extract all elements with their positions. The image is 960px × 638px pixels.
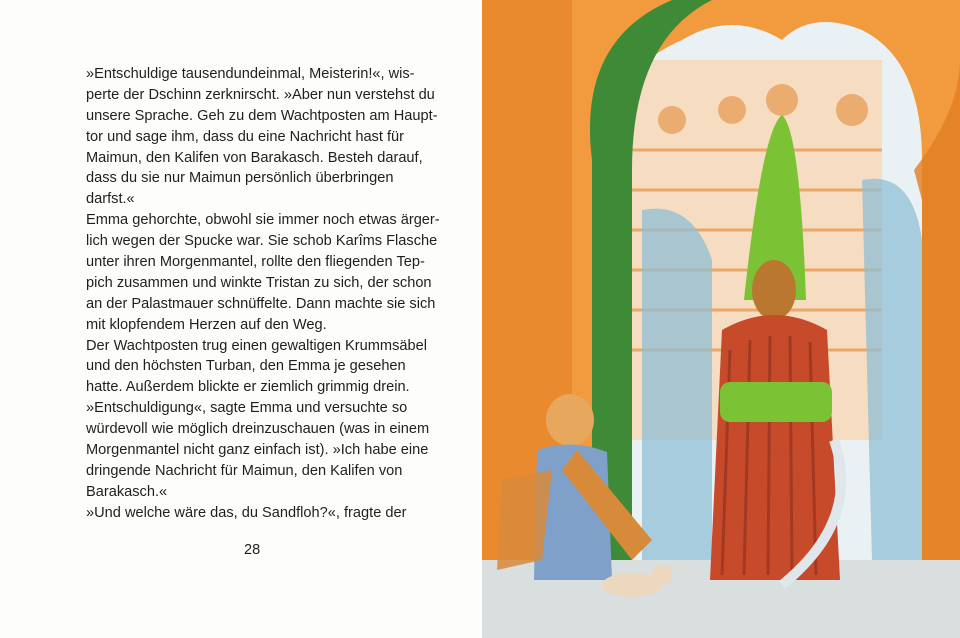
text-line: mit klopfendem Herzen auf den Weg. xyxy=(86,316,327,333)
text-line: darfst.« xyxy=(86,191,135,208)
text-line: »Und welche wäre das, du Sandfloh?«, fragte der xyxy=(86,504,407,521)
text-line: Der Wachtposten trug einen gewaltigen Krummsäbel xyxy=(86,337,427,354)
text-line: lich wegen der Spucke war. Sie schob Karîms Flasche xyxy=(86,233,438,250)
text-line: dass du sie nur Maimun persönlich überbringen xyxy=(86,170,394,187)
text-line: tor und sage ihm, dass du eine Nachricht hast für xyxy=(86,128,404,145)
text-line: dringende Nachricht für Maimun, den Kalifen von xyxy=(86,462,403,479)
text-line: pich zusammen und winkte Tristan zu sich, der schon xyxy=(86,274,432,291)
page-number: 28 xyxy=(244,542,261,558)
palace-guard-illustration xyxy=(482,0,960,638)
text-line: und den höchsten Turban, den Emma je gesehen xyxy=(86,358,406,375)
text-line: unsere Sprache. Geh zu dem Wachtposten am Haupt- xyxy=(86,107,438,124)
text-line: Maimun, den Kalifen von Barakasch. Besteh darauf, xyxy=(86,149,423,166)
guard-head xyxy=(752,260,796,320)
girl-head xyxy=(546,394,594,446)
illustration-canvas xyxy=(482,0,960,638)
text-line: »Entschuldige tausendundeinmal, Meisterin!«, wis- xyxy=(86,66,415,82)
text-line: unter ihren Morgenmantel, rollte den fliegenden Tep- xyxy=(86,254,425,271)
text-line: perte der Dschinn zerknirscht. »Aber nun verstehst du xyxy=(86,86,435,103)
text-line: Barakasch.« xyxy=(86,483,168,500)
text-line: hatte. Außerdem blickte er ziemlich grimmig drein. xyxy=(86,379,410,396)
story-text xyxy=(86,64,440,524)
guard-sash xyxy=(720,382,832,422)
text-line: an der Palastmauer schnüffelte. Dann machte sie sich xyxy=(86,295,436,312)
text-line: »Entschuldigung«, sagte Emma und versuchte so xyxy=(86,400,408,417)
text-line: würdevoll wie möglich dreinzuschauen (was in einem xyxy=(86,421,430,438)
blue-shadow xyxy=(642,209,712,560)
dog-head xyxy=(651,565,673,585)
text-line: Emma gehorchte, obwohl sie immer noch etwas ärger- xyxy=(86,212,440,229)
text-line: Morgenmantel nicht ganz einfach ist). »Ich habe eine xyxy=(86,442,429,459)
blue-shadow xyxy=(862,179,922,560)
